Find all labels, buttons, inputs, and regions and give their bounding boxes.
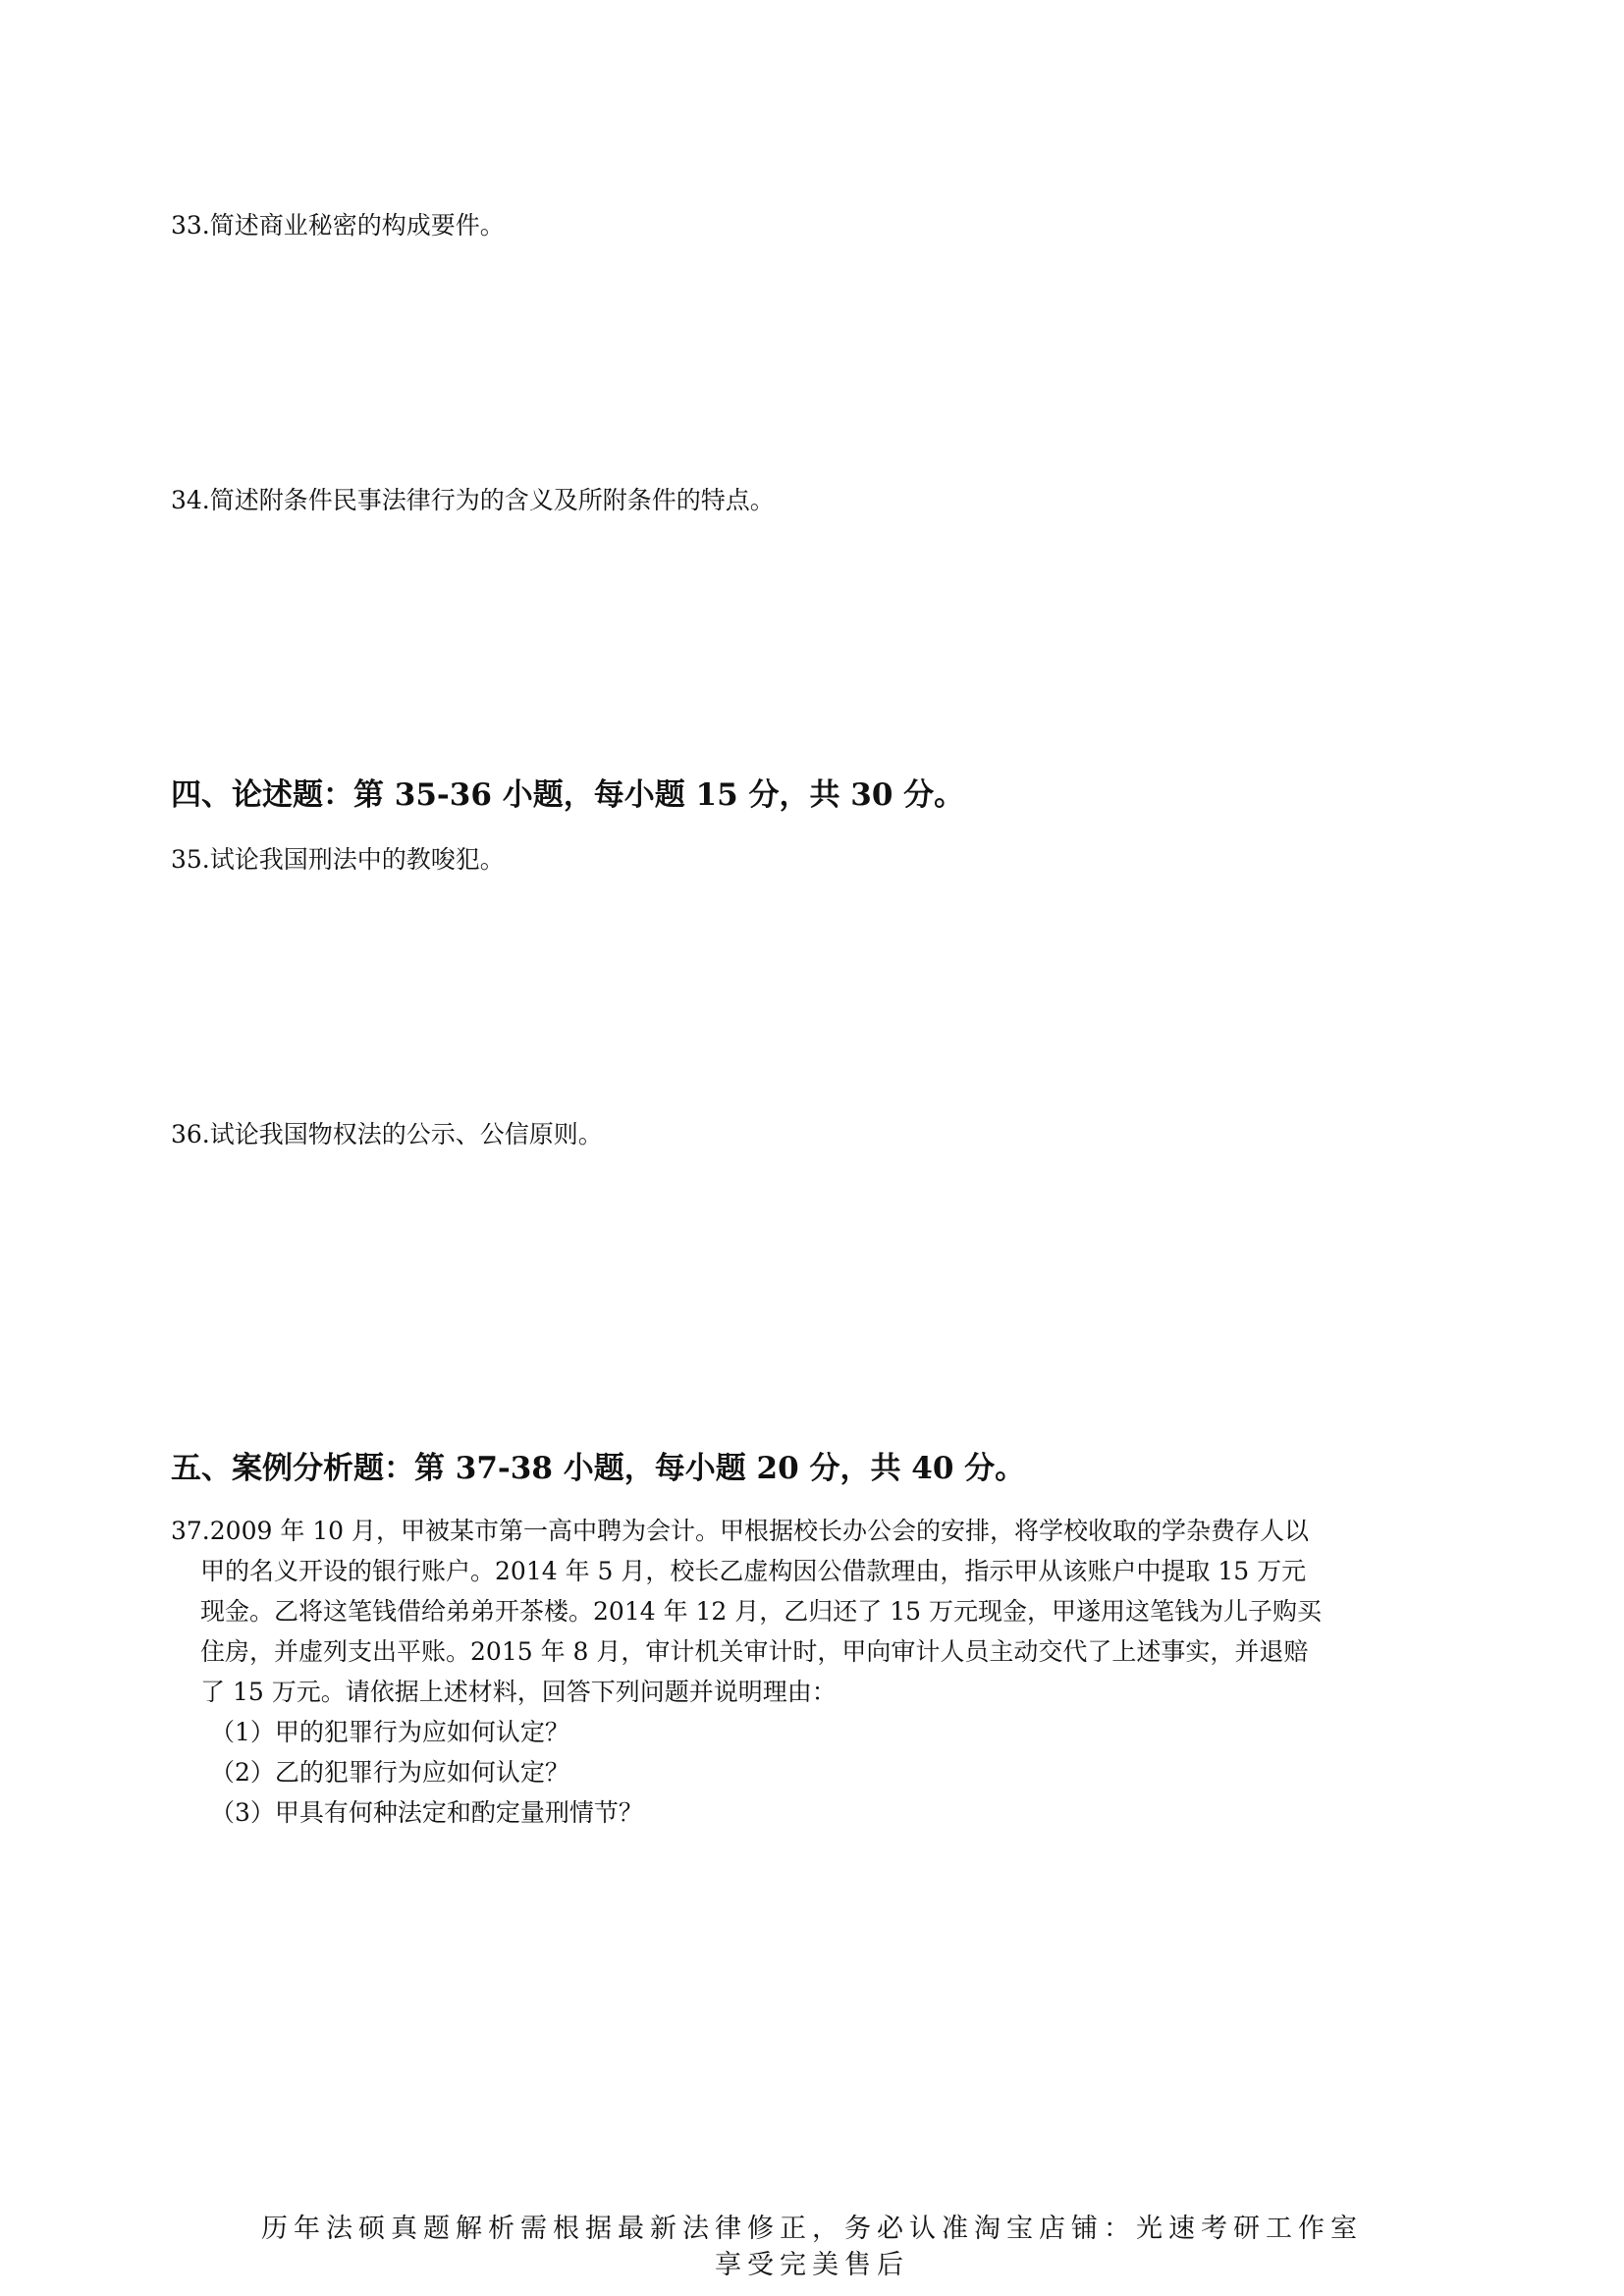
question-34: 34.简述附条件民事法律行为的含义及所附条件的特点。 <box>171 486 775 514</box>
footer-line-2: 享受完美售后 <box>715 2250 909 2280</box>
section-heading-essay: 四、论述题：第 35-36 小题，每小题 15 分，共 30 分。 <box>171 777 965 813</box>
case-37-subquestion-3: （3）甲具有何种法定和酌定量刑情节？ <box>210 1798 643 1827</box>
section-heading-case: 五、案例分析题：第 37-38 小题，每小题 20 分，共 40 分。 <box>171 1451 1026 1486</box>
case-37-line-3: 现金。乙将这笔钱借给弟弟开茶楼。2014 年 12 月，乙归还了 15 万元现金，甲遂用这笔钱为儿子购买 <box>200 1597 1322 1626</box>
case-37-subquestion-1: （1）甲的犯罪行为应如何认定？ <box>210 1718 569 1746</box>
footer-line-1: 历年法硕真题解析需根据最新法律修正，务必认准淘宝店铺：光速考研工作室 <box>261 2214 1363 2244</box>
question-35: 35.试论我国刑法中的教唆犯。 <box>171 845 505 874</box>
case-37-line-2: 甲的名义开设的银行账户。2014 年 5 月，校长乙虚构因公借款理由，指示甲从该账户中提取 15 万元 <box>200 1557 1307 1585</box>
case-37-subquestion-2: （2）乙的犯罪行为应如何认定？ <box>210 1758 569 1787</box>
question-36: 36.试论我国物权法的公示、公信原则。 <box>171 1120 603 1148</box>
case-37-line-4: 住房，并虚列支出平账。2015 年 8 月，审计机关审计时，甲向审计人员主动交代了上述事实，并退赔 <box>200 1637 1309 1666</box>
question-33: 33.简述商业秘密的构成要件。 <box>171 211 505 240</box>
case-37-line-1: 37.2009 年 10 月，甲被某市第一高中聘为会计。甲根据校长办公会的安排，将学校收取的学杂费存人以 <box>171 1517 1310 1545</box>
case-37-line-5: 了 15 万元。请依据上述材料，回答下列问题并说明理由： <box>200 1678 837 1706</box>
